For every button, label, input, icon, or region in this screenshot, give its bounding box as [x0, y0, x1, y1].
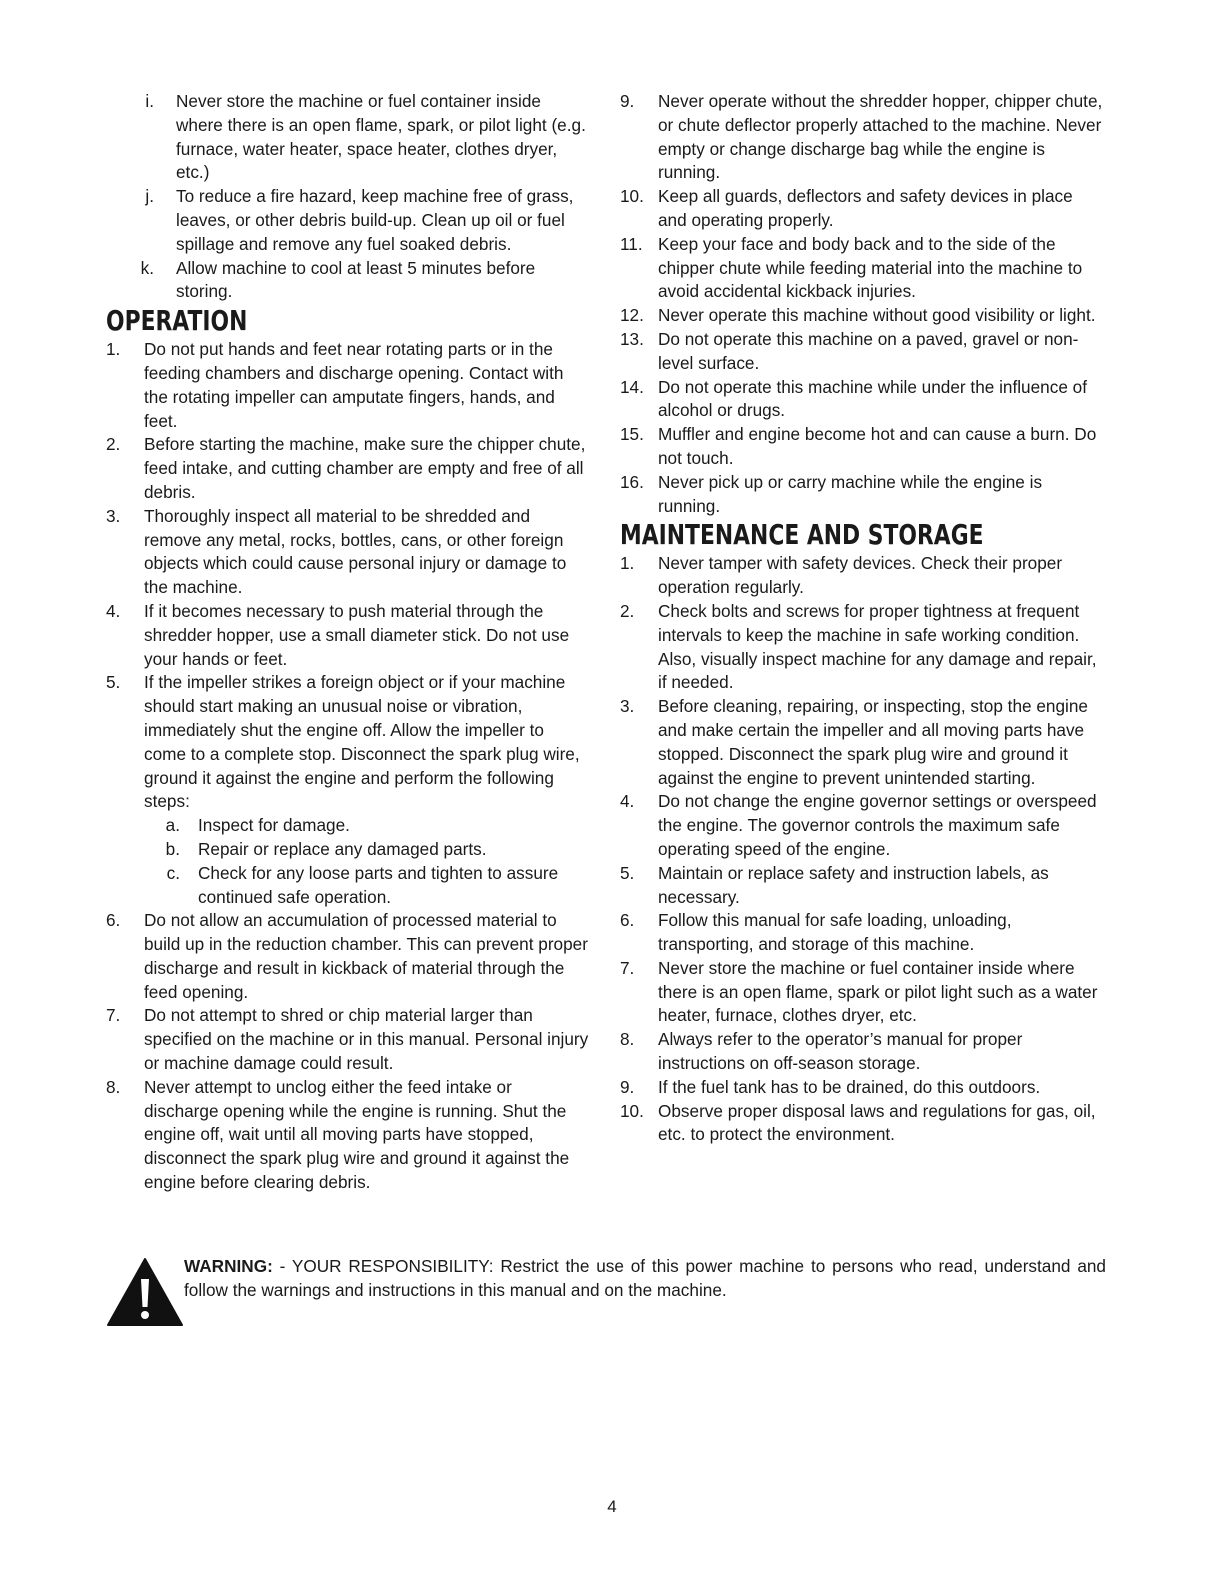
list-marker: 1.: [106, 339, 121, 360]
list-text: If it becomes necessary to push material through the shredder hopper, use a small diameter stick. Do not use your hands or feet.: [144, 600, 570, 669]
list-marker: c.: [166, 862, 180, 883]
sub-list-item: [106, 814, 590, 838]
list-text: Inspect for damage.: [198, 815, 350, 836]
page-number: 4: [607, 1497, 617, 1516]
list-marker: j.: [145, 186, 154, 207]
list-marker: 8.: [106, 1076, 121, 1097]
list-item: [620, 600, 1106, 695]
list-item: [620, 1076, 1106, 1100]
list-item: [620, 471, 1106, 519]
warning-block: [106, 1255, 1106, 1327]
list-text: Before starting the machine, make sure the chipper chute, feed intake, and cutting chamber are empty and free of all debris.: [144, 434, 586, 502]
right-column: [620, 90, 1106, 1147]
list-marker: 10.: [620, 1100, 644, 1121]
list-marker: 9.: [620, 91, 635, 111]
list-marker: 11.: [620, 233, 643, 254]
warning-body: - YOUR RESPONSIBILITY: Restrict the use of this power machine to persons who read, understand and follow the warnings and instructions in this manual and on the machine.: [184, 1256, 1106, 1300]
list-item: [620, 1100, 1106, 1148]
list-text: Always refer to the operator’s manual for proper instructions on off-season storage.: [658, 1029, 1023, 1074]
sub-list-item: [106, 838, 590, 862]
list-item: [620, 862, 1106, 910]
list-marker: i.: [145, 91, 154, 111]
list-marker: 9.: [620, 1076, 635, 1097]
list-item: [106, 90, 590, 185]
list-item: [620, 909, 1106, 957]
left-column: [106, 90, 590, 1195]
list-item: [106, 433, 590, 504]
list-item: [106, 185, 590, 256]
list-item: [620, 423, 1106, 471]
list-marker: k.: [140, 257, 154, 278]
list-text: Allow machine to cool at least 5 minutes before storing.: [176, 257, 536, 302]
list-text: If the fuel tank has to be drained, do this outdoors.: [658, 1076, 1041, 1097]
list-text: Muffler and engine become hot and can cause a burn. Do not touch.: [658, 424, 1097, 468]
list-text: Never store the machine or fuel container inside where there is an open flame, spark, or pilot light (e.g. furnace, water heater, space heater, clothes dryer, etc.): [176, 91, 586, 183]
list-marker: 3.: [106, 505, 121, 526]
operation-list: [106, 338, 590, 814]
list-text: Keep all guards, deflectors and safety devices in place and operating properly.: [658, 186, 1073, 230]
list-item: [106, 1076, 590, 1195]
list-item: [620, 1028, 1106, 1076]
list-marker: 2.: [106, 434, 121, 455]
list-text: Do not allow an accumulation of processed material to build up in the reduction chamber. This can prevent proper discharge and result in kickback of material through the feed opening.: [144, 910, 588, 1002]
list-item: [106, 1004, 590, 1075]
list-item: [106, 338, 590, 433]
list-item: [620, 695, 1106, 790]
list-text: Check for any loose parts and tighten to assure continued safe operation.: [198, 862, 559, 907]
list-text: Follow this manual for safe loading, unloading, transporting, and storage of this machine.: [658, 910, 1012, 955]
list-text: Do not operate this machine on a paved, gravel or non-level surface.: [658, 328, 1079, 373]
list-text: Keep your face and body back and to the side of the chipper chute while feeding material into the machine to avoid accidental kickback injuries.: [658, 233, 1083, 302]
list-item: [620, 957, 1106, 1028]
list-marker: 10.: [620, 186, 644, 207]
list-marker: b.: [165, 838, 180, 859]
list-item: [620, 328, 1106, 376]
list-item: [620, 790, 1106, 861]
list-item: [620, 90, 1106, 185]
list-marker: 1.: [620, 553, 635, 574]
list-item: [106, 909, 590, 1004]
list-marker: 5.: [106, 672, 121, 693]
list-text: Never store the machine or fuel container inside where there is an open flame, spark or pilot light such as a water heater, furnace, clothes dryer, etc.: [658, 957, 1098, 1026]
list-item: [620, 552, 1106, 600]
list-text: Do not put hands and feet near rotating parts or in the feeding chambers and discharge opening. Contact with the rotating impeller can amputate fingers, hands, and feet.: [144, 339, 564, 431]
list-text: Never operate this machine without good visibility or light.: [658, 305, 1096, 326]
maintenance-heading: MAINTENANCE AND STORAGE: [620, 518, 984, 552]
list-item: [620, 233, 1106, 304]
list-text: If the impeller strikes a foreign object or if your machine should start making an unusual noise or vibration, immediately shut the engine off. Allow the impeller to come to a complete stop. Disconnect the spark plug wire, ground it against the engine and perform the following steps:: [144, 672, 580, 812]
list-text: Thoroughly inspect all material to be shredded and remove any metal, rocks, bottles, cans, or other foreign objects which could cause personal injury or damage to the machine.: [144, 505, 567, 598]
list-item: [106, 600, 590, 671]
list-marker: 6.: [620, 910, 635, 931]
list-marker: 4.: [106, 600, 121, 621]
list-item: [106, 505, 590, 600]
list-text: Maintain or replace safety and instruction labels, as necessary.: [658, 862, 1049, 907]
list-item: [620, 304, 1106, 328]
list-marker: 16.: [620, 471, 644, 492]
warning-text: [184, 1255, 1106, 1327]
list-marker: a.: [165, 815, 180, 836]
operation-list-continued: [106, 909, 590, 1195]
list-marker: 3.: [620, 696, 635, 717]
list-text: Check bolts and screws for proper tightness at frequent intervals to keep the machine in safe working condition. Also, visually inspect machine for any damage and repair, if needed.: [658, 600, 1097, 693]
list-text: Never attempt to unclog either the feed intake or discharge opening while the engine is running. Shut the engine off, wait until all moving parts have stopped, disconnect the spark plug wire and ground it against the engine before clearing debris.: [144, 1076, 570, 1193]
list-text: Do not operate this machine while under the influence of alcohol or drugs.: [658, 376, 1087, 421]
list-marker: 7.: [620, 957, 635, 978]
list-marker: 12.: [620, 305, 644, 326]
list-marker: 8.: [620, 1029, 635, 1050]
operation-sub-list: [106, 814, 590, 909]
list-marker: 14.: [620, 376, 644, 397]
list-item: [106, 671, 590, 814]
list-text: Never operate without the shredder hopper, chipper chute, or chute deflector properly attached to the machine. Never empty or change discharge bag while the engine is running.: [658, 91, 1103, 183]
list-text: Repair or replace any damaged parts.: [198, 838, 487, 859]
list-text: Never pick up or carry machine while the engine is running.: [658, 471, 1043, 516]
warning-triangle-icon: [106, 1257, 184, 1327]
list-marker: 6.: [106, 910, 121, 931]
top-list: [106, 90, 590, 304]
list-item: [106, 257, 590, 305]
maintenance-list: [620, 552, 1106, 1147]
list-marker: 13.: [620, 328, 644, 349]
list-text: Never tamper with safety devices. Check their proper operation regularly.: [658, 553, 1063, 598]
list-marker: 2.: [620, 600, 635, 621]
sub-list-item: [106, 862, 590, 910]
list-marker: 15.: [620, 424, 644, 445]
operation-list-right: [620, 90, 1106, 518]
list-text: Do not change the engine governor settings or overspeed the engine. The governor controls the maximum safe operating speed of the engine.: [658, 791, 1097, 859]
list-item: [620, 185, 1106, 233]
list-text: Do not attempt to shred or chip material larger than specified on the machine or in this manual. Personal injury or machine damage could result.: [144, 1005, 589, 1074]
list-item: [620, 376, 1106, 424]
list-marker: 5.: [620, 862, 635, 883]
list-text: Before cleaning, repairing, or inspecting, stop the engine and make certain the impeller and all moving parts have stopped. Disconnect the spark plug wire and ground it against the engine to prevent unintended starting.: [658, 696, 1088, 788]
operation-heading: OPERATION: [106, 304, 248, 338]
list-text: Observe proper disposal laws and regulations for gas, oil, etc. to protect the environment.: [658, 1100, 1096, 1145]
list-marker: 7.: [106, 1005, 121, 1026]
warning-label: WARNING:: [184, 1256, 273, 1276]
list-marker: 4.: [620, 791, 635, 812]
list-text: To reduce a fire hazard, keep machine free of grass, leaves, or other debris build-up. Clean up oil or fuel spillage and remove any fuel soaked debris.: [176, 186, 574, 254]
